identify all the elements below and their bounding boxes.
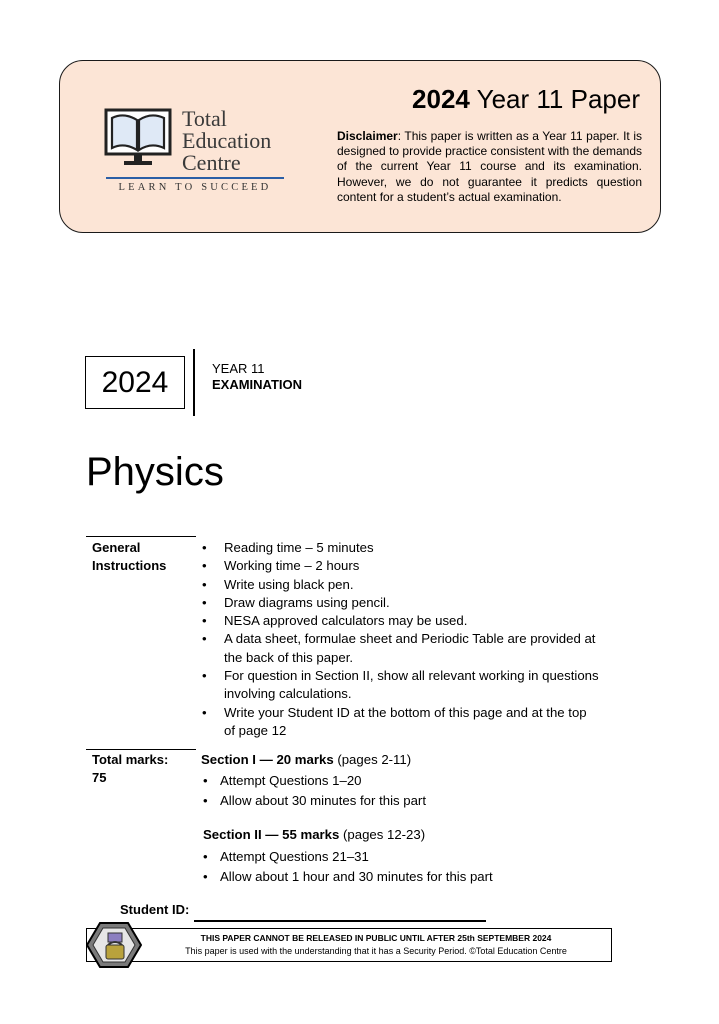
total-marks-label xyxy=(92,751,168,787)
security-lock-icon xyxy=(86,921,142,969)
section-2-pages: (pages 12-23) xyxy=(339,827,426,842)
section-1-title: Section I — 20 marks xyxy=(201,752,334,767)
list-item: • Allow about 1 hour and 30 minutes for this part xyxy=(202,867,493,887)
label-line-2: Instructions xyxy=(92,558,167,573)
disclaimer-label: Disclaimer xyxy=(337,129,398,143)
section-2-title: Section II — 55 marks xyxy=(203,827,340,842)
list-item: • Allow about 30 minutes for this part xyxy=(202,791,426,811)
instructions-rule xyxy=(86,536,196,537)
list-item: • For question in Section II, show all relevant working in questions involving calculations. xyxy=(200,667,600,704)
general-instructions-label xyxy=(92,539,166,575)
list-item: • A data sheet, formulae sheet and Periodic Table are provided at the back of this paper. xyxy=(200,630,600,667)
total-marks-value: 75 xyxy=(92,770,107,785)
logo-text-line3: Centre xyxy=(182,150,241,175)
section-1-pages: (pages 2-11) xyxy=(333,752,412,767)
student-id-label: Student ID: xyxy=(120,902,190,917)
label-line-1: General xyxy=(92,540,141,555)
list-item: • Write using black pen. xyxy=(200,576,600,594)
section-2-list xyxy=(202,847,493,886)
list-item: • Write your Student ID at the bottom of this page and at the top of page 12 xyxy=(200,704,600,741)
list-item: • Working time – 2 hours xyxy=(200,557,600,575)
release-notice: THIS PAPER CANNOT BE RELEASED IN PUBLIC UNTIL AFTER 25th SEPTEMBER 2024 xyxy=(200,933,552,943)
logo-text-line2: Education xyxy=(182,128,272,153)
section-1-heading xyxy=(201,752,411,767)
security-period-notice: This paper is used with the understanding that it has a Security Period. ©Total Education Centre xyxy=(185,946,567,956)
disclaimer-text: : This paper is written as a Year 11 paper. It is designed to provide practice consistent with the demands of the current Year 11 course and its examination. However, we do not guarantee it predicts question content for a student’s actual examination. xyxy=(337,129,642,204)
total-marks-text: Total marks: xyxy=(92,752,169,767)
student-id-field[interactable] xyxy=(194,920,486,922)
vertical-divider xyxy=(193,349,195,416)
marks-rule xyxy=(86,749,196,750)
exam-year-box: 2024 xyxy=(85,356,185,409)
list-item: • Draw diagrams using pencil. xyxy=(200,594,600,612)
list-item: • Reading time – 5 minutes xyxy=(200,539,600,557)
section-1-list xyxy=(202,771,426,810)
instructions-list xyxy=(200,539,600,740)
disclaimer xyxy=(337,129,642,205)
subject-title: Physics xyxy=(86,450,224,494)
logo-divider xyxy=(106,177,284,179)
logo-text-line1: Total xyxy=(182,106,227,131)
list-item: • Attempt Questions 1–20 xyxy=(202,771,426,791)
book-monitor-logo-icon xyxy=(104,106,172,168)
logo-tagline: LEARN TO SUCCEED xyxy=(118,182,272,193)
list-item: • NESA approved calculators may be used. xyxy=(200,612,600,630)
exam-type: EXAMINATION xyxy=(212,377,303,392)
list-item: • Attempt Questions 21–31 xyxy=(202,847,493,867)
paper-year: 2024 xyxy=(412,84,470,114)
exam-level: YEAR 11 xyxy=(212,361,265,376)
paper-title xyxy=(340,84,640,115)
section-2-heading xyxy=(203,827,425,842)
paper-title-text: Year 11 Paper xyxy=(476,84,640,114)
